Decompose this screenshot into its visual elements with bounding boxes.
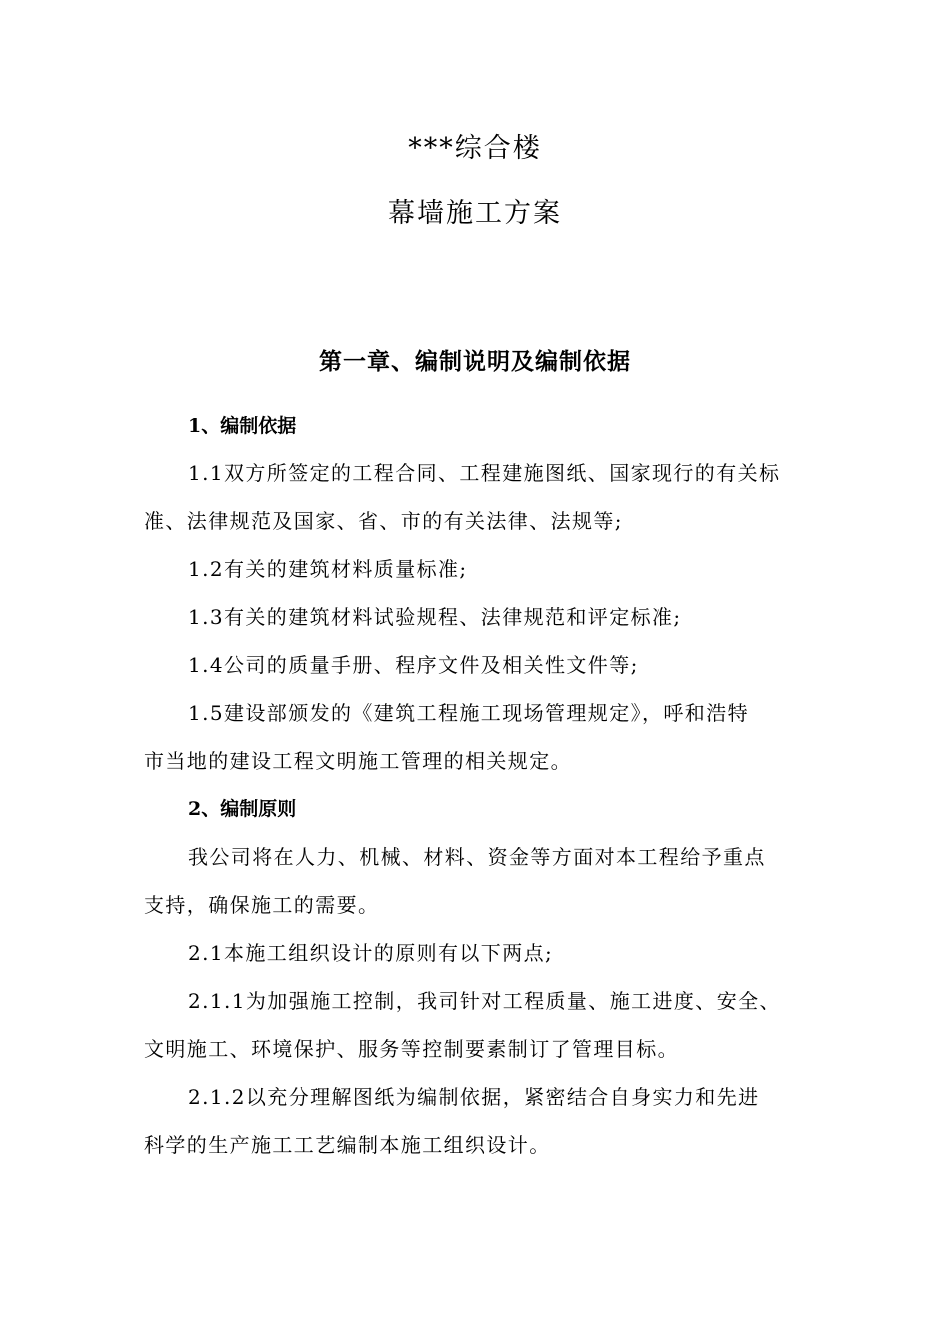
paragraph-line: 2.1本施工组织设计的原则有以下两点; <box>188 941 554 965</box>
section-heading-2: 2、编制原则 <box>188 798 297 820</box>
paragraph-2-0 <box>144 833 820 929</box>
paragraph-1-3 <box>144 593 820 641</box>
paragraph-1-2 <box>144 545 820 593</box>
paragraph-line: 支持，确保施工的需要。 <box>144 893 380 917</box>
document-title-line1: ***综合楼 <box>408 133 542 164</box>
paragraph-line: 我公司将在人力、机械、材料、资金等方面对本工程给予重点 <box>188 845 766 869</box>
paragraph-line: 2.1.2以充分理解图纸为编制依据，紧密结合自身实力和先进 <box>188 1085 760 1109</box>
paragraph-2-1-1 <box>144 977 820 1073</box>
paragraph-line: 准、法律规范及国家、省、市的有关法律、法规等; <box>144 509 623 533</box>
paragraph-line: 1.3有关的建筑材料试验规程、法律规范和评定标准; <box>188 605 682 629</box>
paragraph-line: 2.1.1为加强施工控制，我司针对工程质量、施工进度、安全、 <box>188 989 781 1013</box>
paragraph-1-1 <box>144 449 820 545</box>
paragraph-line: 文明施工、环境保护、服务等控制要素制订了管理目标。 <box>144 1037 679 1061</box>
document-title-line2: 幕墙施工方案 <box>388 198 562 229</box>
paragraph-line: 1.4公司的质量手册、程序文件及相关性文件等; <box>188 653 639 677</box>
paragraph-line: 1.5建设部颁发的《建筑工程施工现场管理规定》，呼和浩特 <box>188 701 750 725</box>
paragraph-1-4 <box>144 641 820 689</box>
paragraph-line: 1.2有关的建筑材料质量标准; <box>188 557 468 581</box>
paragraph-1-5 <box>144 689 820 785</box>
paragraph-line: 市当地的建设工程文明施工管理的相关规定。 <box>144 749 572 773</box>
paragraph-line: 科学的生产施工工艺编制本施工组织设计。 <box>144 1133 551 1157</box>
paragraph-line: 1.1双方所签定的工程合同、工程建施图纸、国家现行的有关标 <box>188 461 781 485</box>
chapter-title: 第一章、编制说明及编制依据 <box>319 348 631 375</box>
paragraph-2-1 <box>144 929 820 977</box>
section-heading-1: 1、编制依据 <box>188 415 297 437</box>
paragraph-2-1-2 <box>144 1073 820 1169</box>
